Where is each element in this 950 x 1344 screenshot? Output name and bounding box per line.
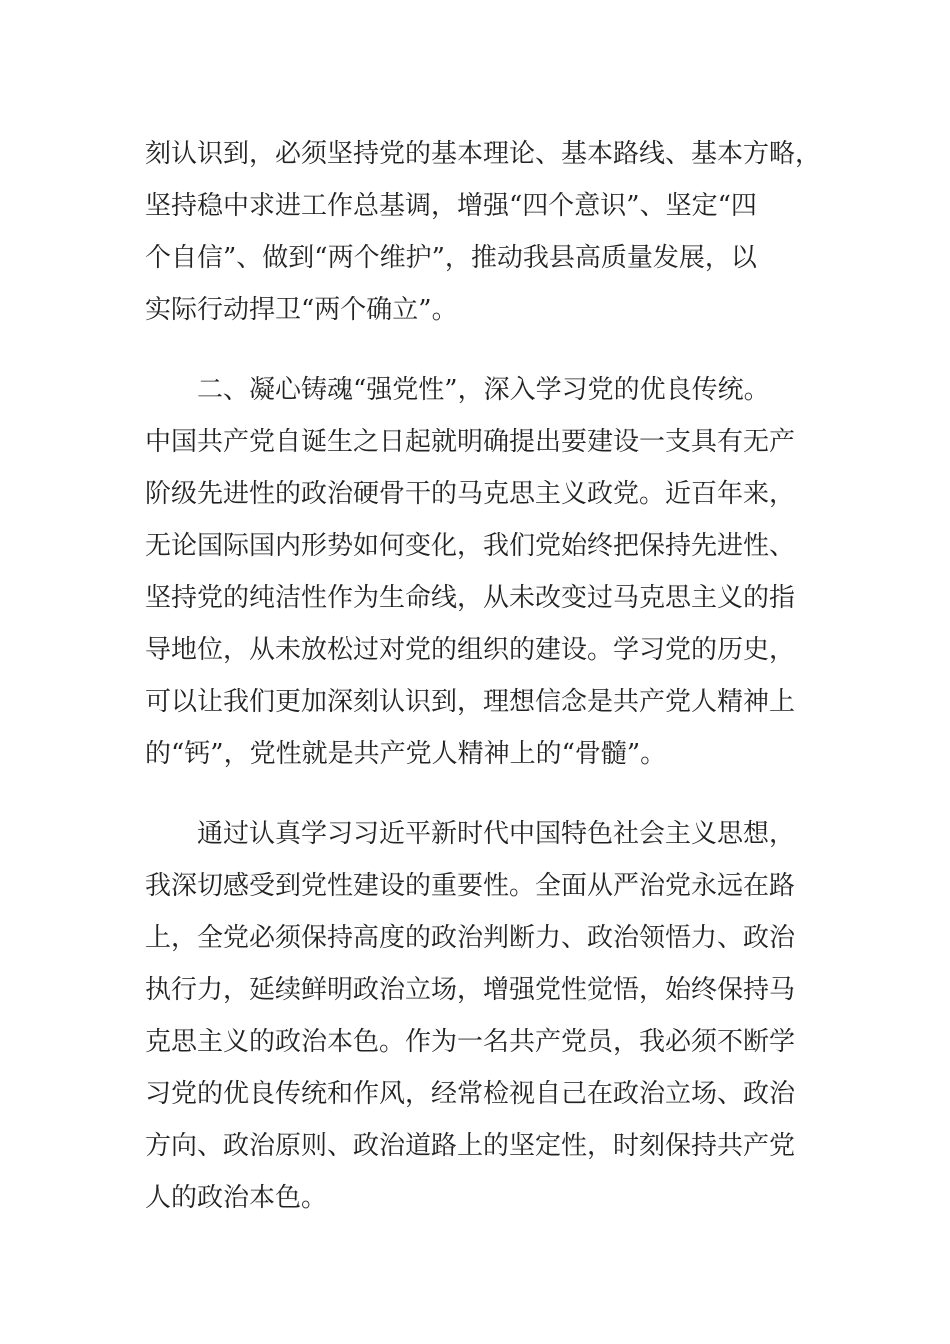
text-line: 无论国际国内形势如何变化，我们党始终把保持先进性、	[145, 531, 796, 561]
paragraph-3	[145, 808, 796, 1224]
text-line: 坚持稳中求进工作总基调，增强“四个意识”、坚定“四	[145, 191, 757, 221]
text-line: 人的政治本色。	[145, 1183, 328, 1213]
text-line: 实际行动捍卫“两个确立”。	[145, 295, 458, 325]
text-line: 上，全党必须保持高度的政治判断力、政治领悟力、政治	[145, 923, 796, 953]
text-line: 个自信”、做到“两个维护”，推动我县高质量发展，以	[145, 243, 757, 273]
text-line: 执行力，延续鲜明政治立场，增强党性觉悟，始终保持马	[145, 975, 796, 1005]
text-line: 通过认真学习习近平新时代中国特色社会主义思想，	[197, 819, 796, 849]
paragraph-spacer	[145, 780, 785, 808]
text-line: 可以让我们更加深刻认识到，理想信念是共产党人精神上	[145, 687, 796, 717]
section-heading-line: 二、凝心铸魂“强党性”，深入学习党的优良传统。	[197, 375, 770, 405]
text-line: 中国共产党自诞生之日起就明确提出要建设一支具有无产	[145, 427, 796, 457]
paragraph-1	[145, 128, 822, 336]
text-line: 习党的优良传统和作风，经常检视自己在政治立场、政治	[145, 1079, 796, 1109]
text-line: 阶级先进性的政治硬骨干的马克思主义政党。近百年来，	[145, 479, 796, 509]
text-line: 我深切感受到党性建设的重要性。全面从严治党永远在路	[145, 871, 796, 901]
text-line: 坚持党的纯洁性作为生命线，从未改变过马克思主义的指	[145, 583, 796, 613]
paragraph-2	[145, 364, 796, 780]
paragraph-spacer	[145, 336, 785, 364]
text-line: 导地位，从未放松过对党的组织的建设。学习党的历史，	[145, 635, 796, 665]
text-line: 的“钙”，党性就是共产党人精神上的“骨髓”。	[145, 739, 667, 769]
document-body	[145, 128, 822, 1224]
text-line: 刻认识到，必须坚持党的基本理论、基本路线、基本方略，	[145, 139, 822, 169]
text-line: 克思主义的政治本色。作为一名共产党员，我必须不断学	[145, 1027, 796, 1057]
text-line: 方向、政治原则、政治道路上的坚定性，时刻保持共产党	[145, 1131, 796, 1161]
